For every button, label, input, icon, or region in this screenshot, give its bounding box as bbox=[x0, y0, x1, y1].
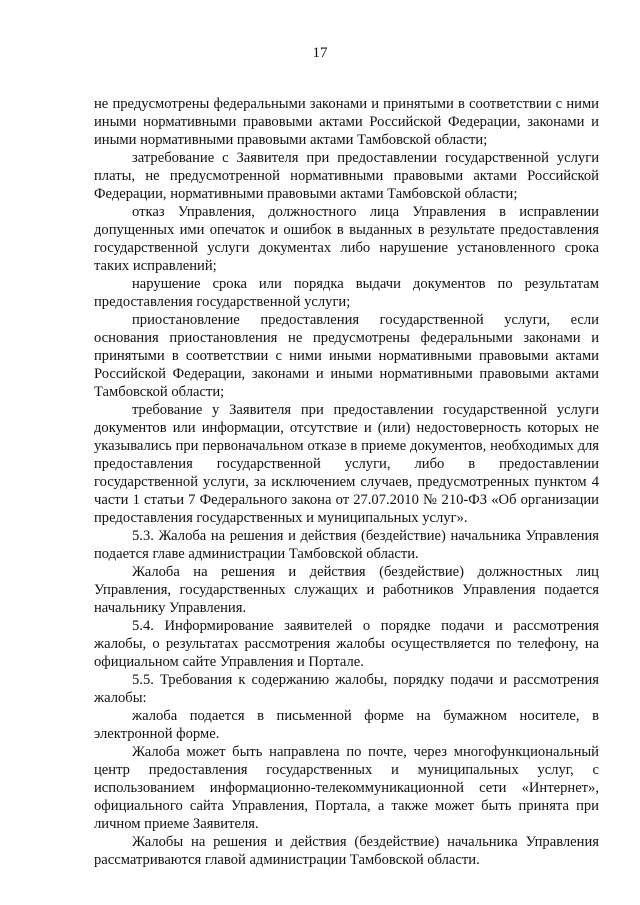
paragraph-7: 5.3. Жалоба на решения и действия (бездействие) начальника Управления подается главе администрации Тамбовской области. bbox=[94, 528, 599, 562]
page-number: 17 bbox=[312, 45, 328, 61]
paragraph-8: Жалоба на решения и действия (бездействие) должностных лиц Управления, государственных служащих и работников Управления подается начальнику Управления. bbox=[94, 564, 599, 616]
document-body bbox=[94, 95, 599, 869]
paragraph-5: приостановление предоставления государственной услуги, если основания приостановления не предусмотрены федеральными законами и принятыми в соответствии с ними иными нормативными правовыми актами Российской Федерации, законами и иными нормативными правовыми актами Тамбовской области; bbox=[94, 312, 599, 400]
paragraph-2: затребование с Заявителя при предоставлении государственной услуги платы, не предусмотренной нормативными правовыми актами Российской Федерации, нормативными правовыми актами Тамбовской области; bbox=[94, 150, 599, 202]
paragraph-12: Жалоба может быть направлена по почте, через многофункциональный центр предоставления государственных и муниципальных услуг, с использованием информационно-телекоммуникационной сети «Интернет», официального сайта Управления, Портала, а также может быть принята при личном приеме Заявителя. bbox=[94, 744, 599, 832]
paragraph-3: отказ Управления, должностного лица Управления в исправлении допущенных ими опечаток и ошибок в выданных в результате предоставления государственной услуги документах либо нарушение установленного срока таких исправлений; bbox=[94, 204, 599, 274]
paragraph-10: 5.5. Требования к содержанию жалобы, порядку подачи и рассмотрения жалобы: bbox=[94, 672, 599, 706]
paragraph-11: жалоба подается в письменной форме на бумажном носителе, в электронной форме. bbox=[94, 708, 599, 742]
paragraph-9: 5.4. Информирование заявителей о порядке подачи и рассмотрения жалобы, о результатах рассмотрения жалобы осуществляется по телефону, на официальном сайте Управления и Портале. bbox=[94, 618, 599, 670]
paragraph-13: Жалобы на решения и действия (бездействие) начальника Управления рассматриваются главой администрации Тамбовской области. bbox=[94, 834, 599, 868]
paragraph-6: требование у Заявителя при предоставлении государственной услуги документов или информации, отсутствие и (или) недостоверность которых не указывались при первоначальном отказе в приеме документов, необходимых для предоставления государственной услуги, либо в предоставлении государственной услуги, за исключением случаев, предусмотренных пунктом 4 части 1 статьи 7 Федерального закона от 27.07.2010 № 210-ФЗ «Об организации предоставления государственных и муниципальных услуг». bbox=[94, 402, 599, 526]
paragraph-1: не предусмотрены федеральными законами и принятыми в соответствии с ними иными нормативными правовыми актами Российской Федерации, законами и иными нормативными правовыми актами Тамбовской области; bbox=[94, 96, 599, 148]
paragraph-4: нарушение срока или порядка выдачи документов по результатам предоставления государственной услуги; bbox=[94, 276, 599, 310]
